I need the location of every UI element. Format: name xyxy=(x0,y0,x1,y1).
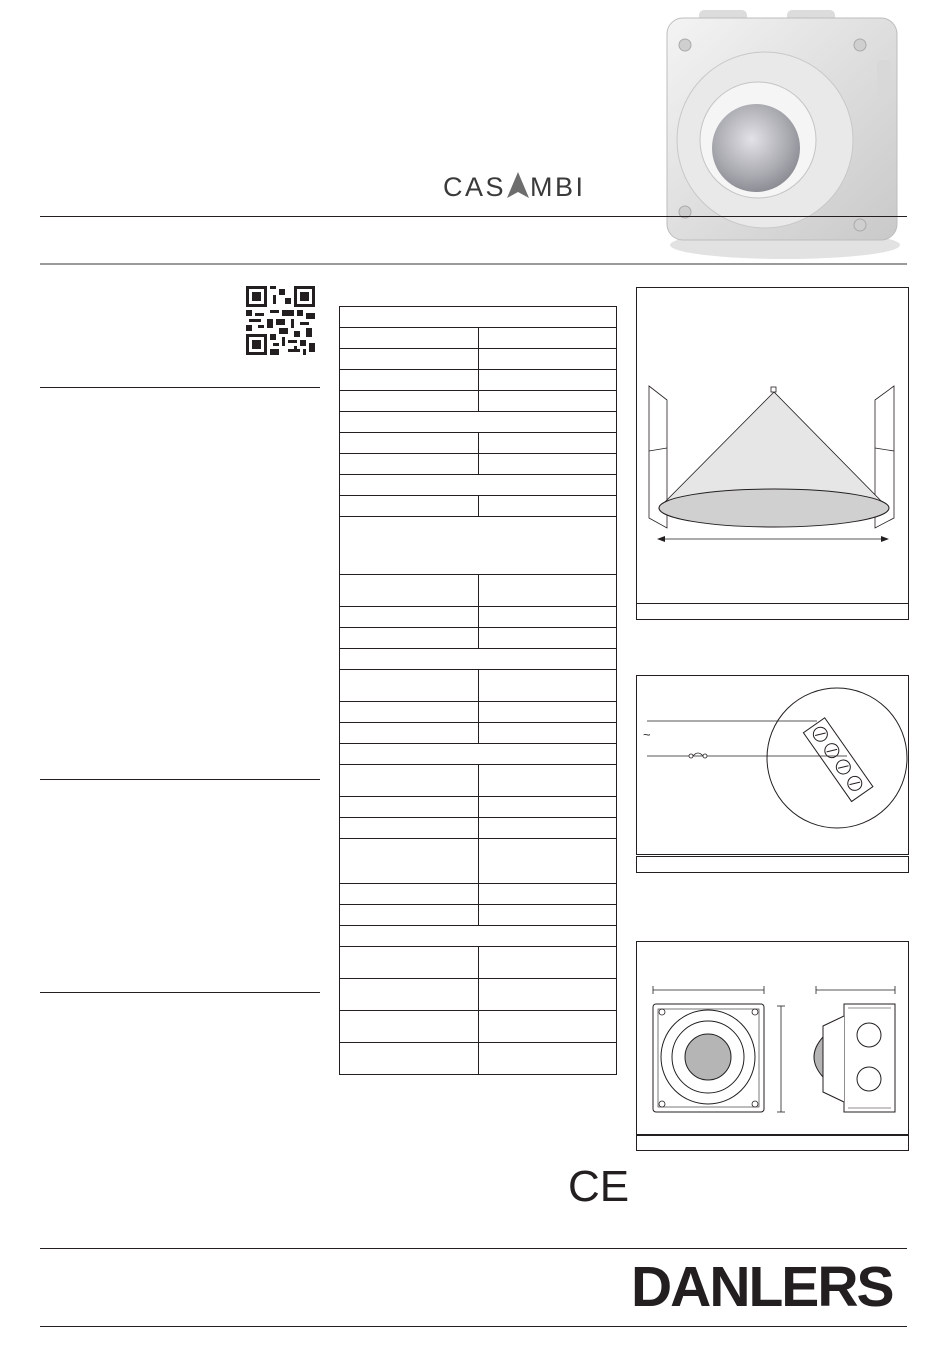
footer-rule-top xyxy=(40,1248,907,1249)
spec-row xyxy=(340,905,617,926)
svg-text:CE: CE xyxy=(568,1162,630,1211)
spec-row xyxy=(340,926,617,947)
dimensions-diagram xyxy=(636,941,909,1136)
spec-value-cell xyxy=(479,391,617,412)
spec-value-cell xyxy=(479,628,617,649)
qr-code-icon[interactable] xyxy=(246,286,315,355)
spec-label-cell xyxy=(340,575,479,607)
spec-row xyxy=(340,307,617,328)
spec-section-cell xyxy=(340,744,617,765)
spec-row xyxy=(340,1043,617,1075)
spec-value-cell xyxy=(479,765,617,797)
spec-label-cell xyxy=(340,670,479,702)
ac-supply-symbol: ~ xyxy=(643,727,651,742)
header-rule-top xyxy=(40,216,907,217)
spec-row xyxy=(340,517,617,575)
spec-section-cell xyxy=(340,517,617,575)
spec-label-cell xyxy=(340,723,479,744)
spec-label-cell xyxy=(340,818,479,839)
spec-label-cell xyxy=(340,702,479,723)
spec-row xyxy=(340,765,617,797)
spec-row xyxy=(340,496,617,517)
spec-row xyxy=(340,670,617,702)
spec-row xyxy=(340,370,617,391)
spec-row xyxy=(340,744,617,765)
spec-label-cell xyxy=(340,884,479,905)
spec-value-cell xyxy=(479,496,617,517)
spec-label-cell xyxy=(340,765,479,797)
spec-value-cell xyxy=(479,979,617,1011)
specification-table xyxy=(339,306,617,1075)
spec-value-cell xyxy=(479,454,617,475)
spec-section-cell xyxy=(340,412,617,433)
detection-cone-graphic xyxy=(637,288,908,603)
spec-section-cell xyxy=(340,475,617,496)
spec-label-cell xyxy=(340,905,479,926)
spec-row xyxy=(340,649,617,670)
spec-label-cell xyxy=(340,391,479,412)
spec-value-cell xyxy=(479,575,617,607)
spec-value-cell xyxy=(479,607,617,628)
spec-label-cell xyxy=(340,370,479,391)
header-rule-bottom xyxy=(40,263,907,265)
pir-sensor-photo xyxy=(655,0,910,262)
spec-value-cell xyxy=(479,839,617,884)
spec-label-cell xyxy=(340,979,479,1011)
spec-row xyxy=(340,607,617,628)
spec-row xyxy=(340,454,617,475)
spec-row xyxy=(340,979,617,1011)
spec-label-cell xyxy=(340,1011,479,1043)
spec-label-cell xyxy=(340,797,479,818)
spec-value-cell xyxy=(479,370,617,391)
spec-label-cell xyxy=(340,433,479,454)
spec-value-cell xyxy=(479,702,617,723)
spec-section-cell xyxy=(340,926,617,947)
fuse-icon xyxy=(689,753,707,758)
wiring-terminal-graphic xyxy=(637,676,908,854)
spec-label-cell xyxy=(340,496,479,517)
spec-value-cell xyxy=(479,328,617,349)
spec-label-cell xyxy=(340,839,479,884)
spec-row xyxy=(340,797,617,818)
spec-value-cell xyxy=(479,947,617,979)
spec-row xyxy=(340,884,617,905)
dimensions-drawing xyxy=(637,942,908,1135)
footer-rule-bottom xyxy=(40,1326,907,1327)
casambi-logo: CAS MBI xyxy=(443,172,586,202)
spec-value-cell xyxy=(479,670,617,702)
spec-row xyxy=(340,575,617,607)
spec-value-cell xyxy=(479,433,617,454)
spec-row xyxy=(340,328,617,349)
spec-label-cell xyxy=(340,607,479,628)
left-section-rule-2 xyxy=(40,779,320,780)
spec-value-cell xyxy=(479,723,617,744)
spec-label-cell xyxy=(340,349,479,370)
spec-label-cell xyxy=(340,947,479,979)
spec-row xyxy=(340,349,617,370)
dimensions-caption xyxy=(636,1134,909,1151)
detection-pattern-caption xyxy=(636,603,909,620)
wiring-caption xyxy=(636,856,909,873)
spec-row xyxy=(340,475,617,496)
wiring-diagram xyxy=(636,675,909,855)
spec-value-cell xyxy=(479,349,617,370)
spec-row xyxy=(340,702,617,723)
spec-section-cell xyxy=(340,307,617,328)
spec-row xyxy=(340,433,617,454)
spec-row xyxy=(340,391,617,412)
spec-value-cell xyxy=(479,797,617,818)
spec-value-cell xyxy=(479,1011,617,1043)
ce-mark-icon xyxy=(568,1162,630,1211)
spec-section-cell xyxy=(340,649,617,670)
danlers-logo: DANLERS xyxy=(631,1255,893,1319)
spec-label-cell xyxy=(340,454,479,475)
spec-label-cell xyxy=(340,1043,479,1075)
spec-row xyxy=(340,818,617,839)
spec-label-cell xyxy=(340,628,479,649)
spec-value-cell xyxy=(479,818,617,839)
detection-pattern-diagram xyxy=(636,287,909,604)
left-section-rule-3 xyxy=(40,992,320,993)
spec-row xyxy=(340,412,617,433)
spec-value-cell xyxy=(479,905,617,926)
casambi-triangle-icon xyxy=(507,172,529,198)
spec-value-cell xyxy=(479,884,617,905)
spec-value-cell xyxy=(479,1043,617,1075)
spec-row xyxy=(340,1011,617,1043)
spec-row xyxy=(340,723,617,744)
spec-row xyxy=(340,628,617,649)
spec-row xyxy=(340,839,617,884)
spec-row xyxy=(340,947,617,979)
spec-label-cell xyxy=(340,328,479,349)
left-section-rule-1 xyxy=(40,387,320,388)
